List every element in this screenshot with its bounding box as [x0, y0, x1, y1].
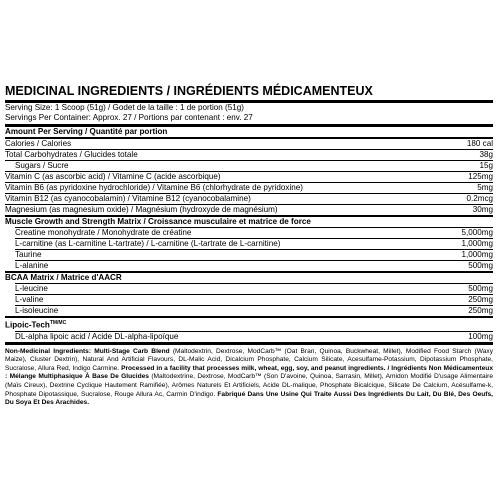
- nmi-allergen-en: Processed in a facility that processes milk, wheat, egg, soy, and peanut ingredients.: [121, 364, 386, 372]
- nutrient-label: Vitamin B6 (as pyridoxine hydrochloride) / Vitamine B6 (chlorhydrate de pyridoxine): [5, 183, 303, 192]
- amount-header: Amount Per Serving / Quantité par portion: [5, 127, 168, 136]
- lipoic-tech-heading: [5, 316, 493, 331]
- panel-title: MEDICINAL INGREDIENTS / INGRÉDIENTS MÉDICAMENTEUX: [5, 84, 373, 98]
- nutrient-label: Total Carbohydrates / Glucides totale: [5, 150, 138, 159]
- ingredient-label: Creatine monohydrate / Monohydrate de créatine: [15, 228, 192, 237]
- nutrient-label: Calories / Calories: [5, 139, 72, 148]
- nutrient-label: Vitamin C (as ascorbic acid) / Vitamine C (acide ascorbique): [5, 172, 221, 181]
- panel-end-rule: [5, 342, 493, 345]
- ingredient-value: 5,000mg: [461, 228, 493, 237]
- serving-size: Serving Size: 1 Scoop (51g) / Godet de la taille : 1 de portion (51g): [5, 103, 244, 112]
- matrix-item-taurine: [15, 249, 493, 260]
- nmi-lead-en: Non-Medicinal Ingredients: Multi-Stage Carb Blend: [5, 347, 170, 355]
- ingredient-value: 1,000mg: [461, 239, 493, 248]
- nutrient-value: 15g: [479, 161, 493, 170]
- nutrient-row-sugars: [5, 160, 493, 171]
- nutrient-value: 0.2mcg: [466, 194, 493, 203]
- nmi-lead-fr: / Ingrédients Non Médicamenteux : Mélange Multiphasique À Base De Glucides: [5, 364, 493, 381]
- nutrient-row-magnesium: [5, 204, 493, 215]
- nutrient-label: Vitamin B12 (as cyanocobalamin) / Vitamine B12 (cyanocobalamine): [5, 194, 251, 203]
- nutrient-label: Magnesium (as magnesium oxide) / Magnésium (hydroxyde de magnésium): [5, 205, 278, 214]
- nutrient-row-vitamin-b12: [5, 193, 493, 204]
- ingredient-value: 250mg: [468, 295, 493, 304]
- matrix-item-l-isoleucine: [15, 305, 493, 316]
- nutrient-row-carbohydrates: [5, 149, 493, 160]
- ingredient-value: 500mg: [468, 284, 493, 293]
- matrix-item-l-alanine: [15, 260, 493, 271]
- matrix-item-l-carnitine: [15, 238, 493, 249]
- matrix-item-creatine: [15, 227, 493, 238]
- matrix-item-l-valine: [15, 294, 493, 305]
- ingredient-label: L-isoleucine: [15, 306, 59, 315]
- nutrient-value: 5mg: [477, 183, 493, 192]
- nmi-text-fr: (Maltodextrine, Dextrose, ModCarb™ (Son D'avoine, Quinoa, Sarrasin, Millet), Amidon Modifié D'usage Alimentaire (Maïs Cireux), Dextrine Cyclique Hautement Ramifiée), Arômes Naturels Et Artificiels, Acide DL-malique, Phosphate Bicalcique, Silicate De Calcium, Acésulfame-k, Phosphate Dipotassique, Sucralose, Rouge Allura Ac, Carmin D'indigo.: [5, 373, 493, 398]
- ingredient-label: L-alanine: [15, 261, 49, 270]
- ingredient-label: Taurine: [15, 250, 42, 259]
- matrix-heading-label: Lipoic-Tech: [5, 320, 50, 330]
- nutrient-value: 38g: [479, 150, 493, 159]
- nutrient-label: Sugars / Sucre: [15, 161, 69, 170]
- nutrient-row-vitamin-b6: [5, 182, 493, 193]
- nutrient-value: 30mg: [472, 205, 493, 214]
- ingredient-value: 100mg: [468, 331, 493, 341]
- ingredient-label: L-leucine: [15, 284, 48, 293]
- non-medicinal-ingredients: [5, 348, 493, 408]
- ingredient-value: 500mg: [468, 261, 493, 270]
- supplement-facts-panel: [5, 84, 493, 408]
- nmi-allergen-fr: Fabriqué Dans Une Usine Qui Traite Aussi Des Ingrédients Du Lait, Du Blé, Des Oeufs, Du Soya Et Des Arachides.: [5, 390, 494, 407]
- matrix-heading-label: BCAA Matrix / Matrice d'AACR: [5, 273, 122, 282]
- matrix-heading-label: Muscle Growth and Strength Matrix / Croissance musculaire et matrice de force: [5, 217, 311, 226]
- ingredient-label: L-carnitine (as L-carnitine L-tartrate) / L-carnitine (L-tartrate de L-carnitine): [15, 239, 281, 248]
- nutrient-row-calories: [5, 137, 493, 149]
- matrix-item-l-leucine: [15, 283, 493, 294]
- trademark-mark: TM/MC: [49, 320, 67, 326]
- muscle-matrix-heading: [5, 215, 493, 227]
- nutrient-row-vitamin-c: [5, 171, 493, 182]
- nutrient-value: 180 cal: [466, 139, 493, 148]
- ingredient-value: 250mg: [468, 306, 493, 315]
- ingredient-label: DL-alpha lipoic acid / Acide DL-alpha-lipoïque: [15, 331, 179, 341]
- ingredient-label: L-valine: [15, 295, 44, 304]
- ingredient-value: 1,000mg: [461, 250, 493, 259]
- matrix-item-dl-alpha-lipoic-acid: [15, 331, 493, 342]
- nutrient-value: 125mg: [468, 172, 493, 181]
- servings-per-container: Servings Per Container: Approx. 27 / Portions par contenant : env. 27: [5, 113, 253, 122]
- nmi-text-en: (Maltodextrin, Dextrose, ModCarb™ (Oat Bran, Quinoa, Buckwheat, Millet), Modified Food Starch (Waxy Maize), Cluster Dextrin), Natural And Artificial Flavours, DL-Malic Acid, Dicalcium Phosphate, Calcium Silicate, Acesulfame-Potassium, Dipotassium Phosphate, Sucralose, Allura Red, Indigo Carmine.: [5, 347, 493, 372]
- bcaa-matrix-heading: [5, 271, 493, 283]
